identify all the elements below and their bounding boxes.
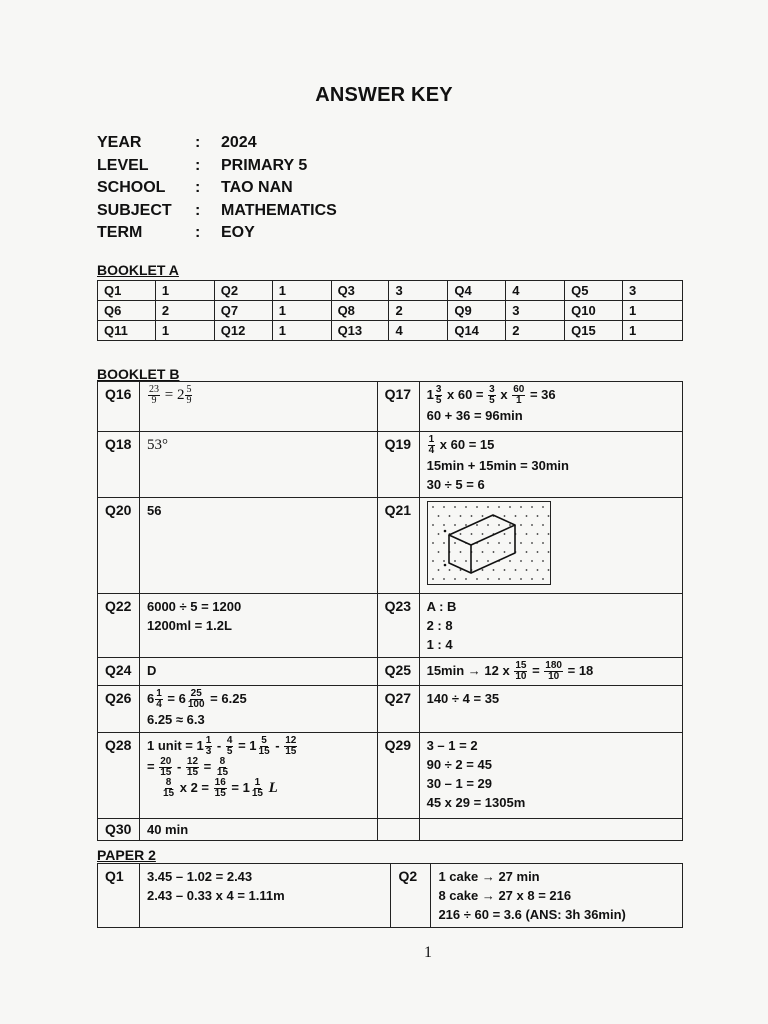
grid-dot [503, 533, 505, 535]
grid-dot [459, 515, 461, 517]
booklet-a-answer: 1 [272, 321, 331, 341]
meta-label: TERM [97, 224, 143, 242]
q16-answer: $\frac{23}{9}$ = 2 $\frac{5}{9}$ [139, 382, 377, 432]
grid-dot [437, 569, 439, 571]
grid-dot [454, 560, 456, 562]
p2-q2-label: Q2 [391, 864, 431, 928]
grid-dot [542, 542, 544, 544]
booklet-a-question: Q8 [331, 301, 389, 321]
booklet-a-question: Q5 [565, 281, 623, 301]
paper-2-heading: PAPER 2 [97, 847, 156, 863]
q26-label: Q26 [98, 686, 140, 733]
q24-answer: D [139, 658, 377, 686]
grid-dot [503, 515, 505, 517]
grid-dot [531, 524, 533, 526]
grid-dot [498, 542, 500, 544]
q17-answer: 1 $\frac{3}{5}$ x 60 = $\frac{3}{5}$ x $\frac{60}{1}$ = 36 60 + 36 = 96min [419, 382, 682, 432]
booklet-a-answer: 2 [506, 321, 565, 341]
booklet-a-question: Q1 [98, 281, 156, 301]
meta-value: MATHEMATICS [221, 201, 337, 219]
grid-dot [498, 578, 500, 580]
q27-label: Q27 [377, 686, 419, 733]
p2-q1-label: Q1 [98, 864, 140, 928]
booklet-a-question: Q10 [565, 301, 623, 321]
meta-value: TAO NAN [221, 179, 293, 197]
grid-dot [525, 569, 527, 571]
meta-value: PRIMARY 5 [221, 156, 308, 174]
grid-dot [476, 506, 478, 508]
booklet-b-table [97, 381, 683, 841]
grid-dot [465, 578, 467, 580]
booklet-a-question: Q14 [448, 321, 506, 341]
grid-dot [487, 560, 489, 562]
grid-dot [481, 533, 483, 535]
grid-dot [542, 506, 544, 508]
booklet-a-question: Q3 [331, 281, 389, 301]
meta-value: 2024 [221, 134, 257, 151]
grid-dot [514, 515, 516, 517]
meta-label: LEVEL [97, 156, 149, 174]
booklet-a-answer: 3 [389, 281, 448, 301]
booklet-a-answer: 1 [155, 281, 214, 301]
p2-q1-answer: 3.45 – 1.02 = 2.43 2.43 – 0.33 x 4 = 1.11m [139, 864, 391, 928]
booklet-a-answer: 1 [623, 321, 683, 341]
grid-dot [492, 551, 494, 553]
grid-dot [443, 524, 445, 526]
meta-row-year [97, 132, 337, 155]
q23-label: Q23 [377, 594, 419, 658]
grid-dot [487, 542, 489, 544]
grid-dot [536, 515, 538, 517]
grid-dot [520, 560, 522, 562]
grid-dot [520, 542, 522, 544]
booklet-a-question: Q4 [448, 281, 506, 301]
booklet-a-question: Q11 [98, 321, 156, 341]
meta-row-subject [97, 200, 337, 223]
grid-dot [547, 569, 549, 571]
q29-answer: 3 – 1 = 2 90 ÷ 2 = 45 30 – 1 = 29 45 x 29 = 1305m [419, 733, 682, 819]
booklet-a-answer: 4 [506, 281, 565, 301]
booklet-a-row [98, 301, 683, 321]
meta-label: SUBJECT [97, 201, 172, 219]
grid-dot [481, 515, 483, 517]
booklet-a-answer: 3 [506, 301, 565, 321]
q17-label: Q17 [377, 382, 419, 432]
grid-dot [542, 578, 544, 580]
q30-empty-cell-2 [419, 819, 682, 841]
grid-dot [459, 533, 461, 535]
booklet-a-question: Q9 [448, 301, 506, 321]
grid-dot [531, 542, 533, 544]
grid-dot [509, 506, 511, 508]
grid-dot [536, 551, 538, 553]
grid-dot [476, 560, 478, 562]
q26-answer: 6 $\frac{1}{4}$ = 6 $\frac{25}{100}$ = 6.25 6.25 ≈ 6.3 [139, 686, 377, 733]
grid-dot [520, 506, 522, 508]
isometric-cuboid-drawing [427, 501, 551, 585]
grid-dot [476, 524, 478, 526]
grid-dot [454, 542, 456, 544]
booklet-a-question: Q2 [214, 281, 272, 301]
booklet-a-row [98, 321, 683, 341]
grid-dot [465, 506, 467, 508]
grid-dot [525, 533, 527, 535]
booklet-a-row [98, 281, 683, 301]
q28-label: Q28 [98, 733, 140, 819]
grid-dot [454, 506, 456, 508]
grid-dot [481, 569, 483, 571]
meta-row-school [97, 177, 337, 200]
grid-dot [503, 569, 505, 571]
booklet-a-table [97, 280, 683, 341]
q24-label: Q24 [98, 658, 140, 686]
meta-row-term [97, 222, 337, 245]
q25-label: Q25 [377, 658, 419, 686]
grid-dot [443, 578, 445, 580]
grid-dot [536, 533, 538, 535]
q30-label: Q30 [98, 819, 140, 841]
q18-answer: 53° [139, 432, 377, 498]
booklet-a-answer: 2 [155, 301, 214, 321]
grid-dot [547, 533, 549, 535]
grid-dot [492, 569, 494, 571]
grid-dot [547, 515, 549, 517]
q29-label: Q29 [377, 733, 419, 819]
paper-2-table [97, 863, 683, 928]
q22-answer: 6000 ÷ 5 = 1200 1200ml = 1.2L [139, 594, 377, 658]
grid-dot [432, 578, 434, 580]
q19-answer: $\frac{1}{4}$ x 60 = 15 15min + 15min = 30min 30 ÷ 5 = 6 [419, 432, 682, 498]
q28-answer: 1 unit = 1 $\frac{1}{3}$ - $\frac{4}{5}$ = 1 $\frac{5}{15}$ - $\frac{12}{15}$ = $\frac{20}{15}$ - $\frac{12}{15}$ = $\frac{8}{15}$ $\frac{8}{15}$ x 2 = $\frac{16}{15}$ = 1 $\frac{1}{15}$ L [139, 733, 377, 819]
grid-dot [520, 524, 522, 526]
meta-colon: : [195, 201, 201, 219]
grid-dot [509, 542, 511, 544]
grid-dot [454, 524, 456, 526]
meta-colon: : [195, 134, 201, 151]
booklet-a-question: Q6 [98, 301, 156, 321]
grid-dot [432, 524, 434, 526]
grid-dot [465, 560, 467, 562]
booklet-a-answer: 1 [272, 281, 331, 301]
grid-dot [487, 524, 489, 526]
booklet-a-question: Q12 [214, 321, 272, 341]
booklet-a-answer: 4 [389, 321, 448, 341]
q19-label: Q19 [377, 432, 419, 498]
q16-label: Q16 [98, 382, 140, 432]
q21-answer [419, 498, 682, 594]
grid-dot [542, 524, 544, 526]
grid-dot [443, 542, 445, 544]
grid-dot [531, 560, 533, 562]
grid-dot [509, 560, 511, 562]
booklet-a-question: Q15 [565, 321, 623, 341]
meta-label: YEAR [97, 134, 142, 151]
grid-dot [520, 578, 522, 580]
grid-dot [525, 551, 527, 553]
grid-dot [514, 569, 516, 571]
booklet-a-question: Q13 [331, 321, 389, 341]
q20-label: Q20 [98, 498, 140, 594]
q27-answer: 140 ÷ 4 = 35 [419, 686, 682, 733]
grid-dot [509, 578, 511, 580]
grid-dot [470, 533, 472, 535]
grid-dot [465, 524, 467, 526]
booklet-a-answer: 3 [623, 281, 683, 301]
grid-dot [509, 524, 511, 526]
booklet-b-heading: BOOKLET B [97, 366, 180, 382]
booklet-a-question: Q7 [214, 301, 272, 321]
p2-q2-answer: 1 cake → 27 min 8 cake → 27 x 8 = 216 216 ÷ 60 = 3.6 (ANS: 3h 36min) [431, 864, 683, 928]
page-title: ANSWER KEY [315, 84, 453, 106]
q30-answer: 40 min [139, 819, 377, 841]
grid-dot [547, 551, 549, 553]
grid-dot [448, 515, 450, 517]
q30-empty-cell [377, 819, 419, 841]
grid-dot [481, 551, 483, 553]
q23-answer: A : B 2 : 8 1 : 4 [419, 594, 682, 658]
booklet-a-answer: 1 [155, 321, 214, 341]
meta-row-level [97, 155, 337, 178]
grid-dot [476, 578, 478, 580]
grid-dot [525, 515, 527, 517]
grid-dot [531, 578, 533, 580]
page-number: 1 [424, 944, 432, 961]
grid-dot [437, 551, 439, 553]
grid-dot [503, 551, 505, 553]
grid-dot [448, 569, 450, 571]
grid-dot [432, 506, 434, 508]
booklet-a-answer: 1 [272, 301, 331, 321]
meta-colon: : [195, 179, 201, 197]
booklet-a-answer: 1 [623, 301, 683, 321]
grid-dot [536, 569, 538, 571]
q21-label: Q21 [377, 498, 419, 594]
meta-block [97, 132, 337, 245]
meta-colon: : [195, 156, 201, 174]
q18-label: Q18 [98, 432, 140, 498]
grid-dot [459, 551, 461, 553]
meta-label: SCHOOL [97, 179, 166, 197]
grid-dot [487, 506, 489, 508]
grid-dot [454, 578, 456, 580]
q20-answer: 56 [139, 498, 377, 594]
q25-answer: 15min → 12 x $\frac{15}{10}$ = $\frac{180}{10}$ = 18 [419, 658, 682, 686]
grid-dot [443, 560, 445, 562]
meta-value: EOY [221, 224, 255, 242]
grid-dot [470, 515, 472, 517]
grid-dot [542, 560, 544, 562]
grid-dot [437, 533, 439, 535]
grid-dot [437, 515, 439, 517]
q22-label: Q22 [98, 594, 140, 658]
grid-dot [487, 578, 489, 580]
grid-dot [443, 506, 445, 508]
grid-dot [432, 542, 434, 544]
grid-dot [498, 506, 500, 508]
grid-dot [498, 524, 500, 526]
grid-dot [432, 560, 434, 562]
meta-colon: : [195, 224, 201, 242]
grid-dot [531, 506, 533, 508]
booklet-a-heading: BOOKLET A [97, 262, 179, 278]
booklet-a-answer: 2 [389, 301, 448, 321]
